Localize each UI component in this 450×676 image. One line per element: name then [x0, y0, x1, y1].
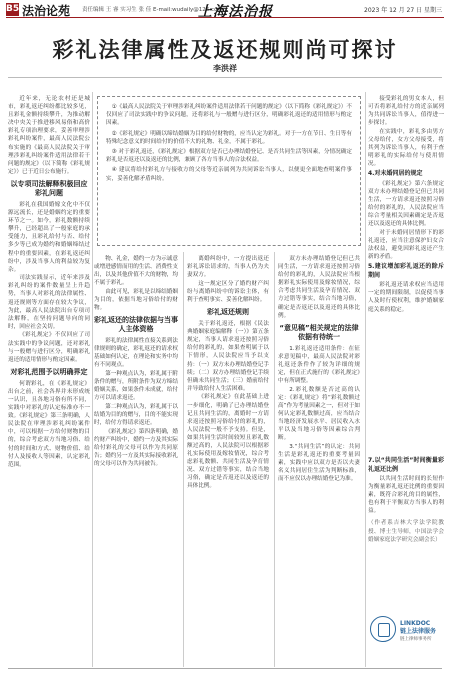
summary-box — [97, 96, 361, 246]
subheading: 彩礼返还规则 — [207, 308, 249, 317]
logo-icon — [370, 616, 396, 642]
subheading: 以专项司法解释积极回应彩礼问题 — [10, 179, 88, 197]
author-note: （作者系吉林大学法学院教授、博士生导师，中国法学会婚姻家庭法学研究会副会长） — [368, 520, 444, 543]
paragraph: 3.“共同生活”的认定：共同生活是彩礼返还的重要考量因素，实践中应以双方是否以夫妻名义共同居住生活为判断标准，而不应仅以办理结婚登记为准。 — [278, 443, 360, 483]
logo-name: LINKDOC 链上法律服务 — [400, 620, 437, 635]
newspaper-name: 上海法治报 — [198, 4, 273, 20]
masthead-rule — [6, 17, 444, 18]
subheading: 5.建议增加彩礼返还的除斥期间 — [368, 263, 444, 279]
article-column-4 — [278, 255, 360, 665]
summary-point: ④ 建议将给付彩礼方与接收方的父母等近亲属列为共同诉讼当事人，以便更全面地查明案件事实，妥善化解矛盾纠纷。 — [106, 167, 352, 182]
paragraph: 这一规定区分了婚约财产纠纷与离婚纠纷中的诉讼主体，有利于查明事实、妥善化解纠纷。 — [187, 280, 269, 303]
paragraph: 彩礼的法律属性直接关系到法律规则的确定，彩礼返还的请求权基础如何认定，在理论和实务中均有不同观点。 — [94, 338, 178, 369]
paragraph: 《彩礼规定》第四条明确，婚约财产纠纷中，婚约一方及其实际给付彩礼的父母可以作为共同原告；婚约另一方及其实际接收彩礼的父母可以作为共同被告。 — [94, 428, 178, 468]
paragraph: 关于彩礼返还，根据《民法典婚姻家庭编解释（一）》第五条规定，当事人请求返还按照习俗给付的彩礼的，如果查明属于以下情形，人民法院应当予以支持：（一）双方未办理结婚登记手续；（二）双方办理结婚登记手续但确未共同生活；（三）婚前给付并导致给付人生活困难。 — [187, 321, 269, 392]
editor-info: 责任编辑 王 睿 实习生 张 佳 E-mail:wudaily@126.com — [82, 7, 223, 13]
paragraph: 何谓彩礼，在《彩礼规定》出台之前，社会各界并未形成统一认识，且各地习俗有所不同，实践中对彩礼的认定标准亦不一致。《彩礼规定》第三条明确，人民法院在审理涉彩礼纠纷案件中，可以根据一方给付财物的目的，综合考虑双方当地习俗、给付的时间和方式、财物价值、给付人及接收人等因素，认定彩礼范围。 — [8, 380, 90, 468]
paragraph: 2.彩礼数额是否过高的认定：《彩礼规定》将“彩礼数额过高”作为考量因素之一，但对于如何认定彩礼数额过高，应当结合当地经济发展水平、居民收入水平以及当地习俗等因素综合判断。 — [278, 386, 360, 442]
paragraph: 1.彩礼返还适用条件：在征求意见稿中，最高人民法院对彩礼返还条件作了较为详细的规定，但在正式施行的《彩礼规定》中有所调整。 — [278, 345, 360, 385]
paragraph: 接受彩礼的男女本人，但可否将彩礼给付方的近亲属列为共同诉讼当事人，值得进一步探讨。 — [368, 96, 444, 127]
subheading: 彩礼返还的法律依据与当事人主体资格 — [94, 316, 178, 334]
paragraph: 离婚纠纷中，一方提出返还彩礼诉讼请求的，当事人仍为夫妻双方。 — [187, 256, 269, 279]
paragraph: 双方未办理结婚登记但已共同生活，一方请求返还按照习俗给付的彩礼的，人民法院应当根据彩礼实际使用及嫁妆情况，综合考虑共同生活及孕育情况、双方过错等事实，结合当地习俗，确定是否返还以及返还的具体比例。 — [278, 256, 360, 319]
paragraph: 在实践中，彩礼多由男方父母给付，女方父母接受，将其列为诉讼当事人，有利于查明彩礼的实际给付与使用情况。 — [368, 128, 444, 168]
paragraph: 以共同生活时间的长短作为衡量彩礼返还比例的重要因素，既符合彩礼的目的属性，也有利于平衡双方当事人的利益。 — [368, 476, 444, 515]
subheading: 4.对未婚同居的规定 — [368, 170, 423, 178]
issue-date: 2023 年 12 月 27 日 星期三 — [364, 7, 442, 14]
article-column-5 — [368, 95, 444, 455]
bottom-rule — [8, 668, 442, 669]
title-divider — [8, 77, 442, 78]
article-title: 彩礼法律属性及返还规则尚可探讨 — [52, 38, 398, 62]
masthead — [0, 0, 450, 22]
paragraph: 《彩礼规定》第六条规定双方未办理结婚登记但已共同生活，一方请求返还按照习俗给付的彩礼的，人民法院应当综合考量相关因素确定是否返还以及返还的具体比例。 — [368, 180, 444, 228]
paragraph: 由此可见，彩礼是以缔结婚姻为目的，依据当地习俗给付的财物。 — [94, 288, 178, 312]
article-column-5-bottom — [368, 455, 444, 605]
paragraph: 物、礼金，婚约一方为示诚意或增进感情而用的生活、消费性支出，以及其他价值不大的财物，均不属于彩礼。 — [94, 256, 178, 287]
column-divider — [92, 92, 93, 667]
column-divider — [274, 252, 275, 667]
paragraph: 对于未婚同居情形下的彩礼返还，应当注意保护妇女合法权益，避免因彩礼返还产生新的矛盾。 — [368, 229, 444, 261]
subheading: 7.以“共同生活”时间衡量彩礼返还比例 — [368, 457, 444, 473]
subheading: 对彩礼范围予以明确界定 — [10, 367, 88, 376]
article-author: 李洪祥 — [213, 64, 237, 73]
page-number-badge: B5 — [6, 4, 20, 14]
section-title: 法治论苑 — [22, 4, 71, 18]
sponsor-logo — [368, 612, 444, 652]
column-divider — [365, 92, 366, 667]
paragraph: 第二种观点认为，彩礼属于以结婚为目的的赠与，目的不能实现时，给付方得请求返还。 — [94, 403, 178, 427]
article-column-2 — [94, 255, 178, 665]
paragraph: 《彩礼规定》在此基础上进一步细化，明确了已办理结婚登记且共同生活的，离婚时一方请求返还按照习俗给付的彩礼的，人民法院一般不予支持。但是，如果共同生活时间较短且彩礼数额过高的，人民法院可以根据彩礼实际使用及嫁妆情况，综合考虑彩礼数额、共同生活及孕育情况、双方过错等事实，结合当地习俗，确定是否返还以及返还的具体比例。 — [187, 394, 269, 490]
paragraph: 彩礼返还请求权应当适用一定的期间限制，以促使当事人及时行使权利，维护婚姻家庭关系的稳定。 — [368, 282, 444, 313]
column-divider — [183, 252, 184, 667]
paragraph: 司法实践显示，近年来涉及彩礼纠纷的案件数量呈上升趋势，当事人对彩礼的法律属性、返还规则等方面存在较大争议，为此，最高人民法院出台专项司法解释，在坚持问题导向的同时，回应社会关切。 — [8, 275, 90, 330]
subheading: “意见稿”相关规定的法律依据有待统一 — [279, 323, 359, 341]
article-column-1 — [8, 95, 90, 665]
summary-point: ①《最高人民法院关于审理涉彩礼纠纷案件适用法律若干问题的规定》（以下简称《彩礼规定》）不仅回应了司法实践中的争议问题，还将彩礼与一般赠与进行区分，明确彩礼返还的适用情形与酌定因素。 — [106, 104, 352, 127]
article-column-3 — [187, 255, 269, 665]
paragraph: 第一种观点认为，彩礼属于附条件的赠与，所附条件为双方缔结婚姻关系，如果条件未成就，给付方可以请求返还。 — [94, 371, 178, 402]
paragraph: 《彩礼规定》不仅回应了司法实践中的争议问题，还对彩礼与一般赠与进行区分，明确彩礼返还的适用情形与酌定因素。 — [8, 332, 90, 363]
paragraph: 彩礼在我国婚嫁文化中不仅源远流长，还是婚姻约定的重要环节之一。如今，彩礼数额持续攀升，已经超出了一般家庭的承受能力，且彩礼给付与否、给付多少等已成为婚约和婚姻缔结过程中的重要因素，在彩礼返还纠纷中，涉及当事人的利益较为复杂。 — [8, 201, 90, 273]
summary-point: ③ 对于彩礼返还，《彩礼规定》根据双方是否已办理结婚登记、是否共同生活等因素，分情况确定彩礼是否返还以及返还的比例，兼顾了各方当事人的合法权益。 — [106, 149, 352, 164]
logo-subtitle: 链上律师事务所 — [400, 637, 432, 642]
summary-point: ②《彩礼规定》明确以缔结婚姻为目的给付财物的，应当认定为彩礼。对于一方在节日、生日等有特殊纪念意义的时间给付的价值不大的礼物、礼金，不属于彩礼。 — [106, 130, 352, 145]
paragraph: 近年来，无论农村还是城市，彩礼返还纠纷都比较多见，且彩礼金额持续攀升，为推动解决中央关于推进移风易俗和高价彩礼专项治理要求，妥善审理涉彩礼纠纷案件，最高人民法院公布实施的《最高人民法院关于审理涉彩礼纠纷案件适用法律若干问题的规定》（以下简称《彩礼规定》）已于近日公布施行。 — [8, 96, 90, 175]
